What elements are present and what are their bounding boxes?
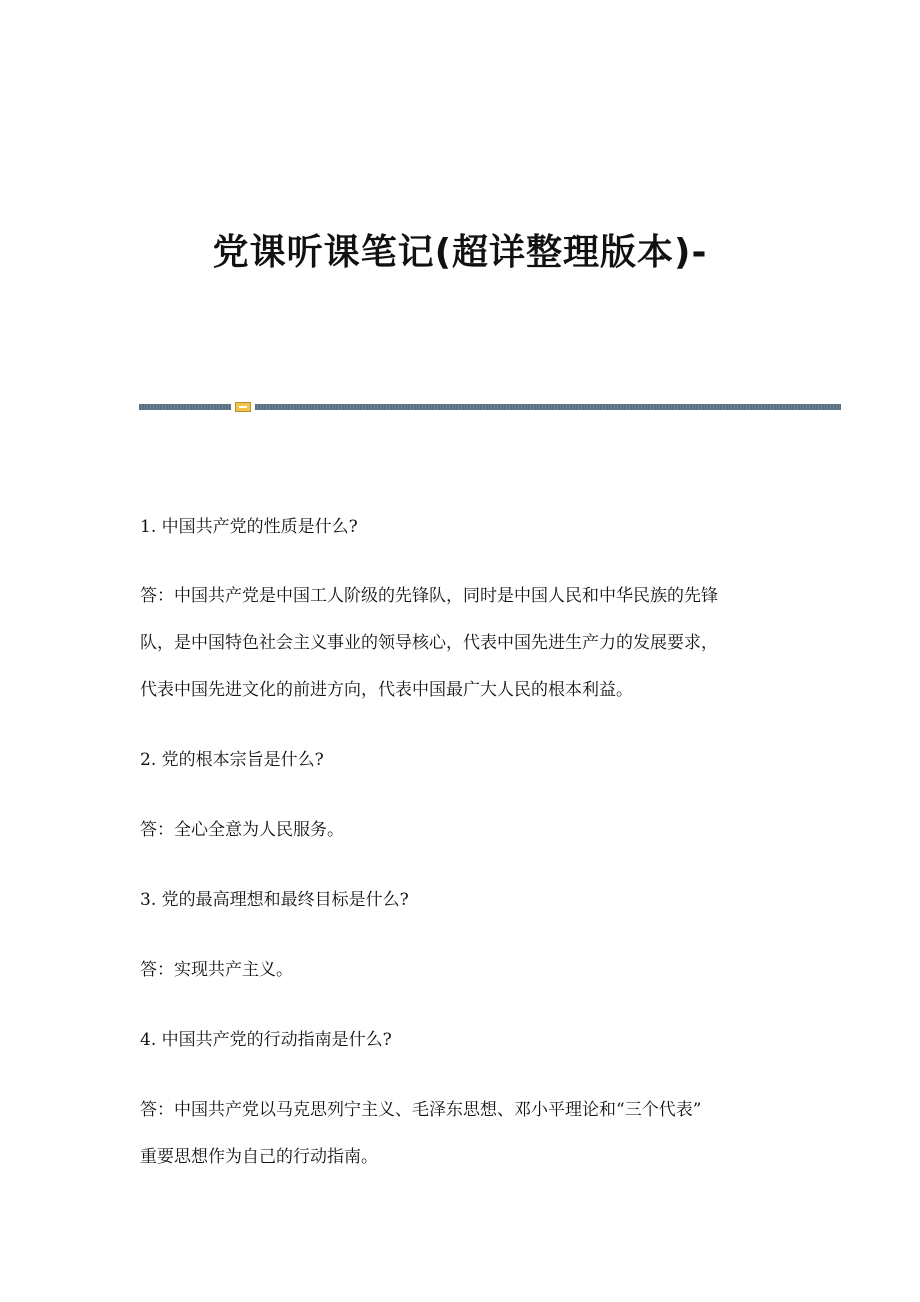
question-2: 2. 党的根本宗旨是什么?	[140, 750, 324, 770]
title-divider	[139, 402, 841, 412]
answer-1-line-2: 队，是中国特色社会主义事业的领导核心，代表中国先进生产力的发展要求，	[140, 633, 718, 653]
divider-bar-left	[139, 404, 231, 410]
answer-4-line-2: 重要思想作为自己的行动指南。	[140, 1147, 378, 1167]
answer-1-line-1: 答：中国共产党是中国工人阶级的先锋队，同时是中国人民和中华民族的先锋	[140, 586, 718, 606]
document-title: 党课听课笔记(超详整理版本)-	[212, 232, 708, 273]
answer-3: 答：实现共产主义。	[140, 960, 293, 980]
answer-2: 答：全心全意为人民服务。	[140, 820, 344, 840]
question-4: 4. 中国共产党的行动指南是什么?	[140, 1030, 392, 1050]
question-3: 3. 党的最高理想和最终目标是什么?	[140, 890, 409, 910]
answer-1-line-3: 代表中国先进文化的前进方向，代表中国最广大人民的根本利益。	[140, 680, 633, 700]
divider-emblem-icon	[235, 402, 251, 412]
answer-4-line-1: 答：中国共产党以马克思列宁主义、毛泽东思想、邓小平理论和“三个代表”	[140, 1100, 702, 1120]
divider-bar-right	[255, 404, 841, 410]
question-1: 1. 中国共产党的性质是什么?	[140, 517, 358, 537]
